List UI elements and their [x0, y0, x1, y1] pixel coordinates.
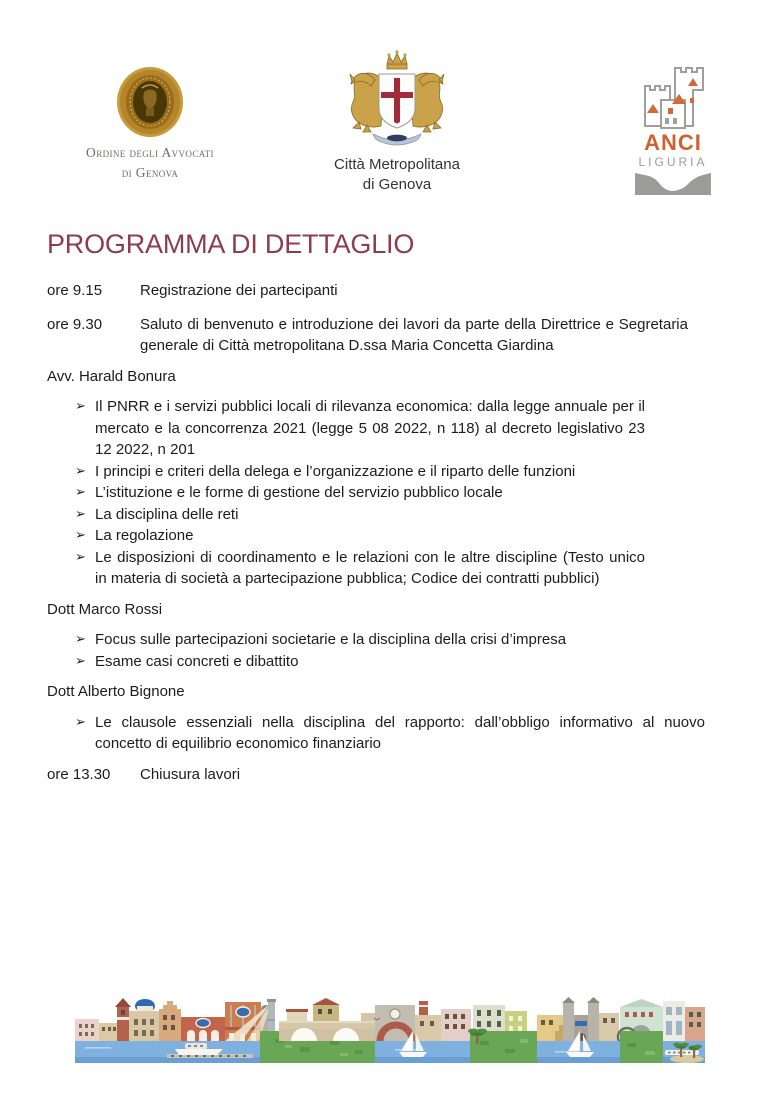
bullet-list [47, 396, 727, 590]
list-item [47, 547, 727, 590]
anci-castle-icon [635, 64, 711, 130]
speaker-name: Dott Alberto Bignone [47, 683, 185, 700]
ordine-avvocati-seal-icon [113, 66, 187, 138]
cmge-caption-line2: di Genova [362, 175, 432, 193]
schedule-time: ore 9.30 [47, 315, 103, 333]
genoa-coat-of-arms-icon [335, 50, 459, 152]
list-item-text: I principi e criteri della delega e l’organizzazione e il riparto delle funzioni [95, 462, 576, 480]
page-title: PROGRAMMA DI DETTAGLIO [47, 229, 415, 259]
schedule-description: Saluto di benvenuto e introduzione dei lavori da parte della Direttrice e Segretaria generale di Città metropolitana D.ssa Maria Concetta Giardina [140, 315, 688, 354]
schedule-description: Registrazione dei partecipanti [140, 282, 338, 299]
list-item [47, 504, 727, 526]
cmge-caption-line1: Città Metropolitana [334, 156, 460, 173]
list-item [47, 525, 727, 547]
ordine-caption-line2: di Genova [121, 164, 179, 180]
arrow-bullet-icon: ➢ [75, 399, 86, 414]
speaker-name: Avv. Harald Bonura [47, 367, 176, 385]
arrow-bullet-icon: ➢ [75, 485, 86, 500]
program-body [47, 280, 727, 794]
schedule-row [47, 764, 727, 786]
list-item [47, 461, 727, 483]
list-item-text: Le disposizioni di coordinamento e le relazioni con le altre discipline (Testo unico in materia di società a partecipazione pubblica; Codice dei contratti pubblici) [95, 548, 645, 587]
list-item-text: Le clausole essenziali nella disciplina del rapporto: dall’obbligo informativo al nuovo concetto di equilibrio economico finanziario [95, 713, 705, 752]
speaker-name: Dott Marco Rossi [47, 600, 163, 618]
arrow-bullet-icon: ➢ [75, 549, 86, 565]
list-item-text: Il PNRR e i servizi pubblici locali di rilevanza economica: dalla legge annuale per il mercato e la concorrenza 2021 (legge 5 08 2022, n 118) al decreto legislativo 23 12 2022, n 201 [95, 398, 645, 458]
arrow-bullet-icon: ➢ [75, 528, 86, 543]
arrow-bullet-icon: ➢ [75, 714, 86, 730]
list-item [47, 482, 727, 504]
anci-acronym: ANCI [644, 130, 702, 155]
arrow-bullet-icon: ➢ [75, 653, 86, 669]
list-item-text: La regolazione [95, 527, 194, 544]
list-item-text: Esame casi concreti e dibattito [95, 652, 299, 670]
schedule-description: Chiusura lavori [140, 765, 241, 783]
list-item-text: La disciplina delle reti [95, 505, 239, 523]
logo-citta-metropolitana [322, 50, 472, 194]
arrow-bullet-icon: ➢ [75, 463, 86, 479]
list-item [47, 396, 727, 461]
bullet-list [47, 712, 727, 755]
logo-anci-liguria [623, 64, 723, 195]
list-item [47, 629, 727, 651]
schedule-row [47, 314, 727, 357]
logo-ordine-avvocati [70, 66, 230, 182]
schedule-time: ore 9.15 [47, 282, 103, 299]
list-item [47, 712, 727, 755]
bullet-list [47, 629, 727, 672]
anci-region-label: LIGURIA [638, 155, 708, 169]
schedule-row [47, 280, 727, 302]
liguria-silhouette-icon [633, 171, 713, 195]
arrow-bullet-icon: ➢ [75, 506, 86, 522]
list-item-text: Focus sulle partecipazioni societarie e la disciplina della crisi d’impresa [95, 631, 567, 648]
list-item [47, 651, 727, 673]
ordine-caption-line1: Ordine degli Avvocati [86, 145, 214, 160]
list-item-text: L’istituzione e le forme di gestione del servizio pubblico locale [95, 484, 503, 501]
arrow-bullet-icon: ➢ [75, 632, 86, 647]
liguria-skyline-illustration [75, 995, 705, 1063]
schedule-time: ore 13.30 [47, 765, 111, 783]
